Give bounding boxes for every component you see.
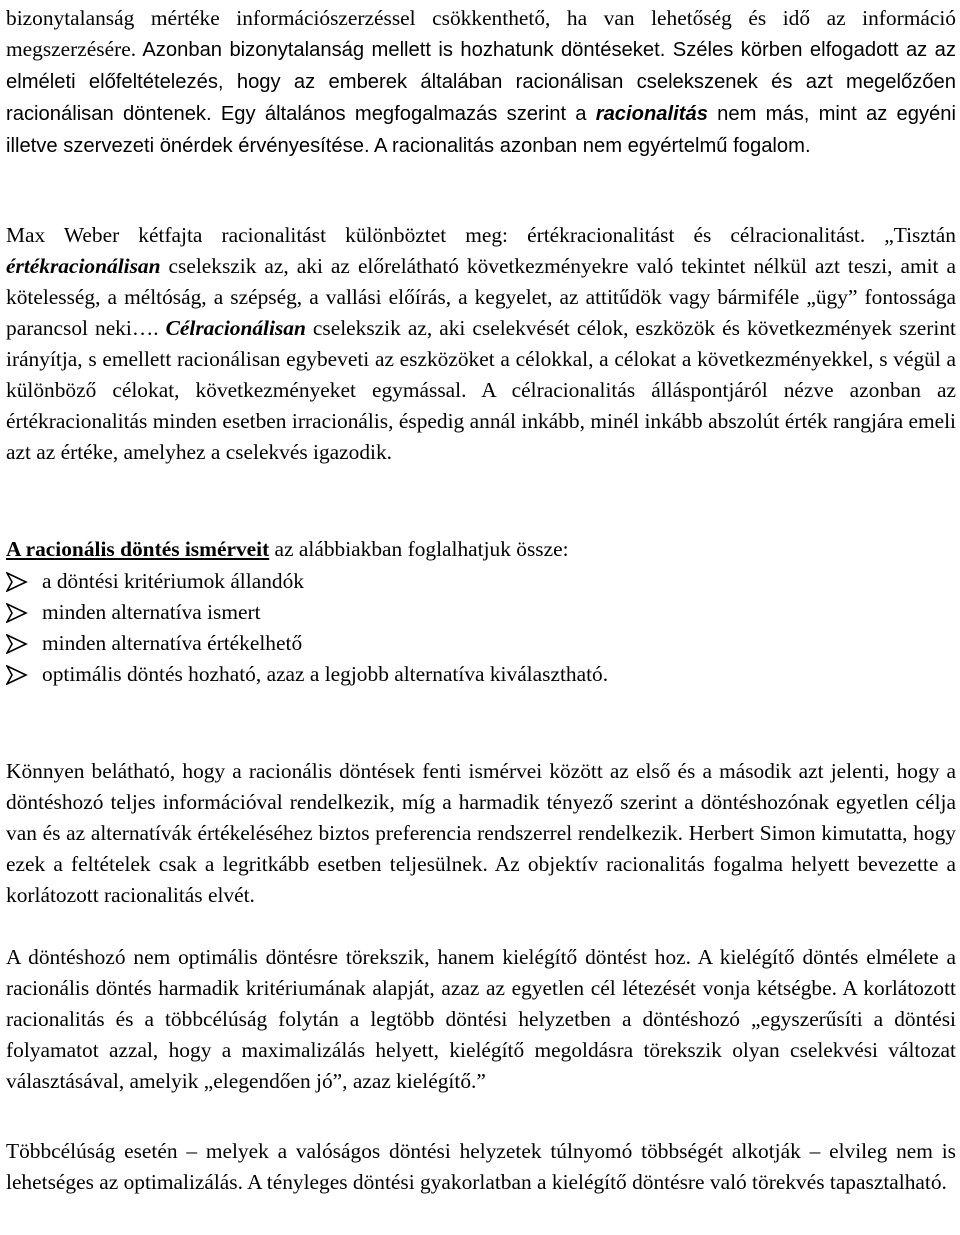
arrowhead-bullet-icon: [6, 634, 42, 654]
arrowhead-bullet-icon: [6, 665, 42, 685]
criteria-list: [6, 566, 956, 690]
intro-sentence-1: bizonytalanság mértéke információszerzéssel csökkenthető, ha van lehetőség és idő az információ megszerzésére.: [6, 6, 956, 61]
criteria-heading: A racionális döntés ismérveit: [6, 537, 270, 561]
paragraph-multi-goal: [6, 1136, 956, 1198]
multi-goal-text: Többcélúság esetén – melyek a valóságos döntési helyzetek túlnyomó többségét alkotják – elvileg nem is lehetséges az optimalizálás. A tényleges döntési gyakorlatban a kielégítő döntésre való törekvés tapasztalható.: [6, 1139, 956, 1194]
list-item-text: minden alternatíva értékelhető: [42, 631, 303, 655]
intro-sentence-2: Azonban bizonytalanság mellett is hozhatunk döntéseket. Széles körben elfogadott az az elméleti előfeltételezés, hogy az emberek általában racionálisan cselekszenek és azt megelőzően racionálisan döntenek. Egy általános megfogalmazás szerint a: [6, 39, 956, 125]
arrowhead-bullet-icon: [6, 603, 42, 623]
list-item: [6, 659, 956, 690]
list-item: [6, 566, 956, 597]
weber-text-1: Max Weber kétfajta racionalitást különböztet meg: értékracionalitást és célracionalitást. „Tisztán: [6, 223, 956, 247]
arrowhead-bullet-icon: [6, 572, 42, 592]
paragraph-weber: [6, 220, 956, 468]
paragraph-intro: [6, 3, 956, 162]
list-item: [6, 628, 956, 659]
list-item-text: minden alternatíva ismert: [42, 600, 261, 624]
paragraph-simon: [6, 756, 956, 911]
term-ertekracionalisan: értékracionálisan: [6, 254, 161, 278]
satisficing-text: A döntéshozó nem optimális döntésre törekszik, hanem kielégítő döntést hoz. A kielégítő döntés elmélete a racionális döntés harmadik kritériumának alapját, azaz az egyetlen cél létezését vonja kétségbe. A korlátozott racionalitás és a többcélúság folytán a legtöbb döntési helyzetben a döntéshozó „egyszerűsíti a döntési folyamatot azzal, hogy a maximalizálás helyett, kielégítő megoldásra törekszik olyan cselekvési változat választásával, amelyik „elegendően jó”, azaz kielégítő.”: [6, 945, 956, 1093]
list-item-text: a döntési kritériumok állandók: [42, 569, 304, 593]
intro-sentence-3: nem más, mint az egyéni illetve szervezeti önérdek érvényesítése. A racionalitás azonban nem egyértelmű fogalom.: [6, 103, 956, 157]
weber-text-3: cselekszik az, aki cselekvését célok, eszközök és következmények szerint irányítja, s emellett racionálisan egybeveti az eszközöket a célokkal, a célokat a következményekkel, s végül a különböző célokat, következményeket egymással. A célracionalitás álláspontjáról nézve azonban az értékracionalitás minden esetben irracionális, éspedig annál inkább, minél inkább abszolút érték rangjára emeli azt az értéke, amelyhez a cselekvés igazodik.: [6, 316, 956, 464]
weber-text-2: cselekszik az, aki az előrelátható következményekre való tekintet nélkül azt teszi, amit a kötelesség, a méltóság, a szépség, a vallási előírás, a kegyelet, az attitűdök vagy bármiféle „ügy” fontossága parancsol neki….: [6, 254, 956, 340]
simon-text: Könnyen belátható, hogy a racionális döntések fenti ismérvei között az első és a második azt jelenti, hogy a döntéshozó teljes információval rendelkezik, míg a harmadik tényező szerint a döntéshozónak egyetlen célja van és az alternatívák értékeléséhez biztos preferencia rendszerrel rendelkezik. Herbert Simon kimutatta, hogy ezek a feltételek csak a legritkább esetben teljesülnek. Az objektív racionalitás fogalma helyett bevezette a korlátozott racionalitás elvét.: [6, 759, 956, 907]
list-item-text: optimális döntés hozható, azaz a legjobb alternatíva kiválasztható.: [42, 662, 609, 686]
paragraph-satisficing: [6, 942, 956, 1097]
paragraph-criteria-intro: [6, 534, 956, 565]
term-celracionalisan: Célracionálisan: [165, 316, 306, 340]
term-racionalitas: racionalitás: [595, 103, 708, 125]
criteria-intro-text: az alábbiakban foglalhatjuk össze:: [269, 537, 569, 561]
list-item: [6, 597, 956, 628]
